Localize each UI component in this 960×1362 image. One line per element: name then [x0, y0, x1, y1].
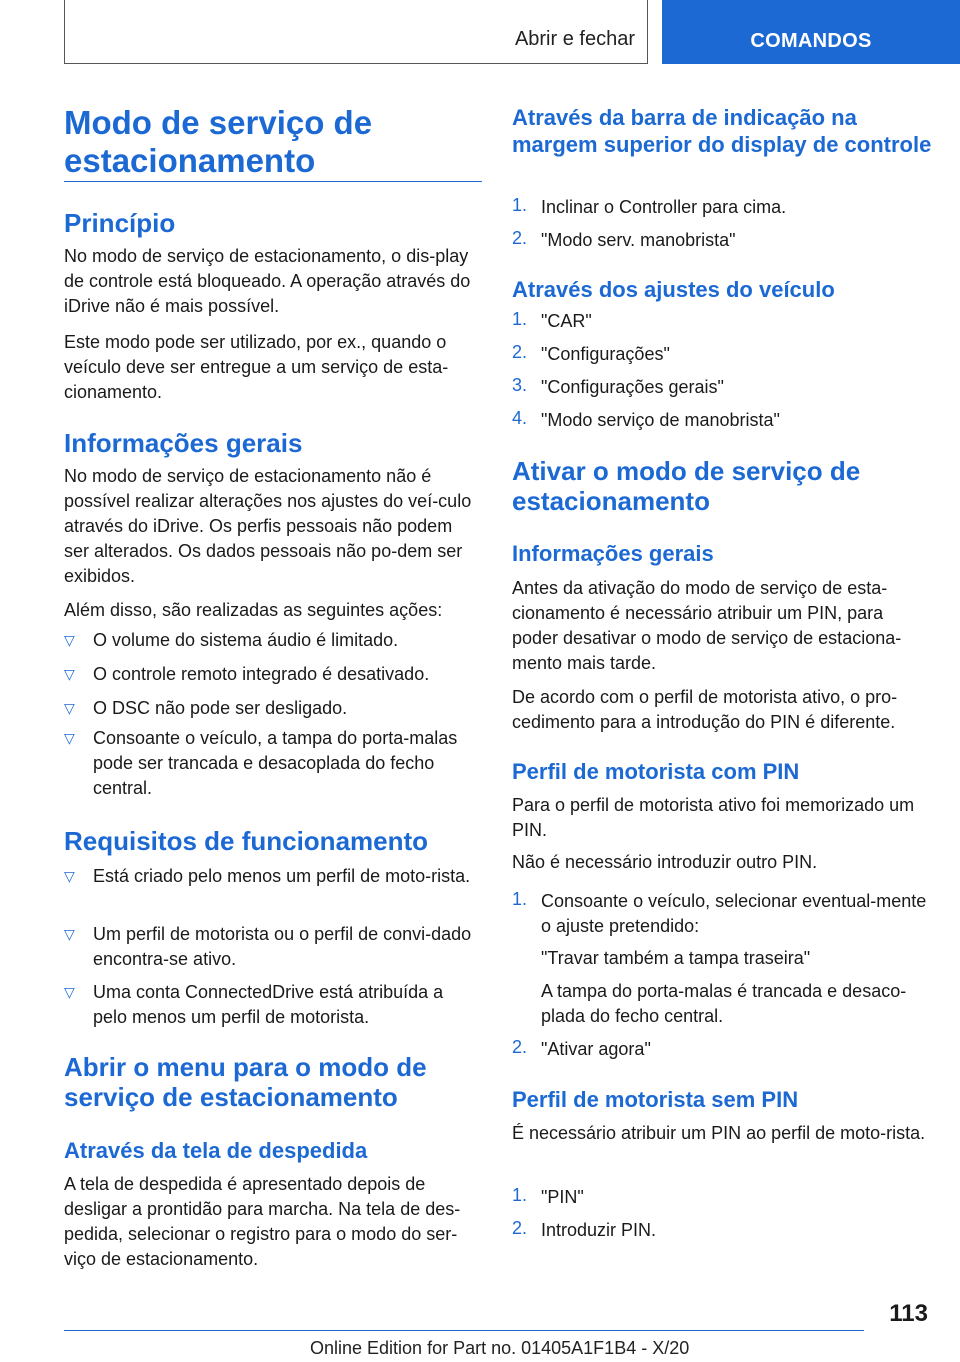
list-item: ▽ Uma conta ConnectedDrive está atribuída a pelo menos um perfil de motorista.	[64, 982, 444, 1027]
step-number: 2.	[512, 342, 528, 362]
com-pin-note: A tampa do porta-malas é trancada e desaco-plada do fecho central.	[541, 981, 907, 1026]
step-number: 2.	[512, 228, 528, 248]
heading-barra-indicacao: Através da barra de indicação na margem superior do display de controle	[512, 105, 932, 157]
step-number: 1.	[512, 1185, 528, 1205]
list-item: ▽ Está criado pelo menos um perfil de moto-rista.	[64, 866, 471, 886]
page-title: Modo de serviço de estacionamento	[64, 104, 373, 179]
heading-info-gerais-2: Informações gerais	[512, 541, 714, 566]
heading-perfil-sem-pin: Perfil de motorista sem PIN	[512, 1087, 799, 1112]
triangle-bullet-icon: ▽	[64, 926, 75, 942]
principio-paragraph-2: Este modo pode ser utilizado, por ex., quando o veículo deve ser entregue a um serviço de esta-cionamento.	[64, 332, 449, 402]
triangle-bullet-icon: ▽	[64, 700, 75, 716]
info-paragraph-1: No modo de serviço de estacionamento não é possível realizar alterações nos ajustes do veí-culo através do iDrive. Os perfis pessoais não podem ser alterados. Os dados pessoais não po-dem ser exibidos.	[64, 466, 472, 586]
heading-abrir-menu: Abrir o menu para o modo de serviço de estacionamento	[64, 1052, 427, 1112]
triangle-bullet-icon: ▽	[64, 730, 75, 746]
list-item: 2. "Configurações"	[512, 342, 670, 364]
footer-rule	[64, 1330, 864, 1331]
step-number: 2.	[512, 1218, 528, 1238]
list-item: ▽ Um perfil de motorista ou o perfil de convi-dado encontra-se ativo.	[64, 924, 472, 969]
step-number: 1.	[512, 195, 528, 215]
list-item: 3. "Configurações gerais"	[512, 375, 724, 397]
list-item: ▽ O controle remoto integrado é desativado.	[64, 664, 430, 684]
abrir-paragraph: A tela de despedida é apresentado depois de desligar a prontidão para marcha. Na tela de des-pedida, selecionar o registro para o modo do ser-viço de estacionamento.	[64, 1174, 461, 1269]
page-number: 113	[889, 1300, 928, 1327]
header-section-label: Abrir e fechar	[514, 28, 635, 50]
principio-paragraph-1: No modo de serviço de estacionamento, o dis-play de controle está bloqueado. A operação através do iDrive não é mais possível.	[64, 246, 471, 316]
title-rule	[64, 181, 482, 182]
ativar-paragraph-2: De acordo com o perfil de motorista ativo, o pro-cedimento para a introdução do PIN é diferente.	[512, 687, 898, 732]
heading-ajustes-veiculo: Através dos ajustes do veículo	[512, 277, 835, 302]
com-pin-option: "Travar também a tampa traseira"	[541, 948, 811, 968]
list-item: 1. Consoante o veículo, selecionar eventual-mente o ajuste pretendido:	[512, 889, 927, 936]
sem-pin-paragraph: É necessário atribuir um PIN ao perfil de moto-rista.	[512, 1123, 926, 1143]
heading-perfil-com-pin: Perfil de motorista com PIN	[512, 759, 800, 784]
triangle-bullet-icon: ▽	[64, 666, 75, 682]
step-number: 2.	[512, 1037, 528, 1057]
step-number: 4.	[512, 408, 528, 428]
heading-tela-despedida: Através da tela de despedida	[64, 1138, 368, 1163]
list-item: 1. Inclinar o Controller para cima.	[512, 195, 787, 217]
step-number: 1.	[512, 309, 528, 329]
heading-ativar-modo: Ativar o modo de serviço de estacionamento	[512, 456, 861, 516]
heading-principio: Princípio	[64, 208, 176, 238]
com-pin-paragraph-2: Não é necessário introduzir outro PIN.	[512, 852, 818, 872]
heading-requisitos: Requisitos de funcionamento	[64, 826, 429, 856]
header-section-tab	[64, 0, 648, 64]
list-item: ▽ Consoante o veículo, a tampa do porta-malas pode ser trancada e desacoplada do fecho central.	[64, 728, 458, 798]
heading-info-gerais: Informações gerais	[64, 428, 303, 458]
triangle-bullet-icon: ▽	[64, 984, 75, 1000]
triangle-bullet-icon: ▽	[64, 632, 75, 648]
triangle-bullet-icon: ▽	[64, 868, 75, 884]
list-item: 1. "CAR"	[512, 309, 592, 331]
header-chapter-tab	[662, 0, 960, 64]
header-chapter-label: COMANDOS	[750, 30, 872, 52]
com-pin-paragraph-1: Para o perfil de motorista ativo foi memorizado um PIN.	[512, 795, 915, 840]
list-item: 2. "Ativar agora"	[512, 1037, 651, 1059]
list-item: ▽ O volume do sistema áudio é limitado.	[64, 630, 399, 650]
list-item: 4. "Modo serviço de manobrista"	[512, 408, 780, 430]
list-item: 1. "PIN"	[512, 1185, 584, 1207]
step-number: 1.	[512, 889, 528, 909]
ativar-paragraph-1: Antes da ativação do modo de serviço de esta-cionamento é necessário atribuir um PIN, para poder desativar o modo de serviço de estaciona-mento mais tarde.	[512, 578, 902, 673]
list-item: 2. Introduzir PIN.	[512, 1218, 657, 1240]
list-item: 2. "Modo serv. manobrista"	[512, 228, 736, 250]
edition-footer: Online Edition for Part no. 01405A1F1B4 - X/20	[310, 1338, 690, 1358]
list-item: ▽ O DSC não pode ser desligado.	[64, 698, 348, 718]
info-paragraph-2: Além disso, são realizadas as seguintes ações:	[64, 600, 443, 620]
step-number: 3.	[512, 375, 528, 395]
